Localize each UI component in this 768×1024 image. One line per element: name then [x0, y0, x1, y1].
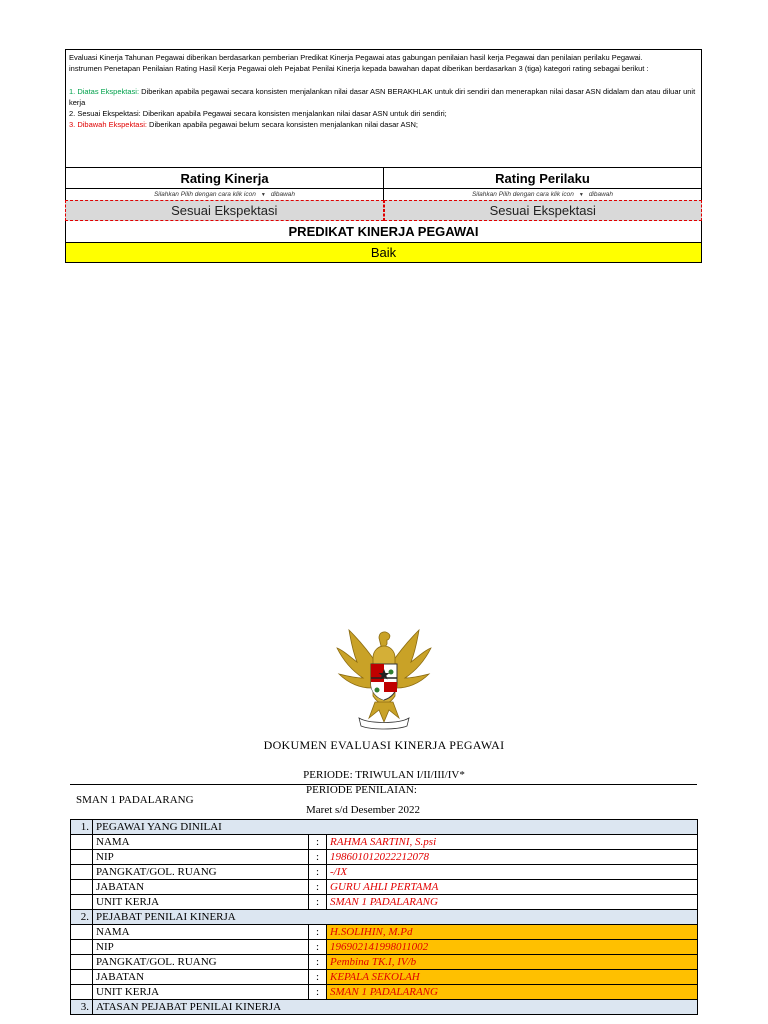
field-label: JABATAN — [93, 970, 309, 985]
dropdown-arrow-icon: ▼ — [578, 191, 584, 198]
rating-category-3-text: Diberikan apabila pegawai belum secara konsisten menjalankan nilai dasar ASN; — [146, 120, 418, 130]
table-row: JABATAN : KEPALA SEKOLAH — [71, 970, 698, 985]
table-row: UNIT KERJA : SMAN 1 PADALARANG — [71, 895, 698, 910]
section-title: PEGAWAI YANG DINILAI — [93, 820, 698, 835]
instruction-line-1: Evaluasi Kinerja Tahunan Pegawai diberikan berdasarkan pemberian Predikat Kinerja Pegawai atas gabungan penilaian hasil kerja Pegawai dan penilaian perilaku Pegawai. — [69, 53, 643, 62]
rating-selects — [65, 200, 702, 221]
table-row: PANGKAT/GOL. RUANG : Pembina TK.I, IV/b — [71, 955, 698, 970]
section-number: 2. — [71, 910, 93, 925]
rating-perilaku-title: Rating Perilaku — [384, 168, 702, 189]
table-row: UNIT KERJA : SMAN 1 PADALARANG — [71, 985, 698, 1000]
document-title: DOKUMEN EVALUASI KINERJA PEGAWAI — [263, 738, 505, 752]
table-row: JABATAN : GURU AHLI PERTAMA — [71, 880, 698, 895]
dropdown-arrow-icon: ▼ — [260, 191, 266, 198]
field-label: UNIT KERJA — [93, 895, 309, 910]
evaluation-sheet — [65, 49, 702, 263]
periode-penilaian-label: PERIODE PENILAIAN: — [306, 784, 417, 796]
field-value[interactable]: KEPALA SEKOLAH — [327, 970, 698, 985]
predikat-value: Baik — [65, 243, 702, 263]
periode-penilaian-range: Maret s/d Desember 2022 — [306, 804, 420, 816]
rating-category-1-text: Diberikan apabila pegawai secara konsisten menjalankan nilai dasar ASN BERAKHLAK untuk diri sendiri dan menerapkan nilai dasar ASN didalam dan atau diluar unit kerja — [69, 86, 696, 107]
evaluation-table — [70, 819, 698, 1015]
field-value[interactable]: SMAN 1 PADALARANG — [327, 895, 698, 910]
field-label: JABATAN — [93, 880, 309, 895]
section-title: PEJABAT PENILAI KINERJA — [93, 910, 698, 925]
field-value[interactable]: -/IX — [327, 865, 698, 880]
table-row: NAMA : H.SOLIHIN, M.Pd — [71, 925, 698, 940]
field-value[interactable]: GURU AHLI PERTAMA — [327, 880, 698, 895]
rating-category-1 — [69, 86, 698, 109]
field-label: NIP — [93, 850, 309, 865]
field-label: PANGKAT/GOL. RUANG — [93, 865, 309, 880]
field-label: PANGKAT/GOL. RUANG — [93, 955, 309, 970]
field-label: NAMA — [93, 925, 309, 940]
table-row: NAMA : RAHMA SARTINI, S.psi — [71, 835, 698, 850]
section-header — [71, 910, 698, 925]
rating-category-2: 2. Sesuai Ekspektasi: Diberikan apabila Pegawai secara konsisten menjalankan nilai dasar ASN untuk diri sendiri; — [69, 109, 447, 118]
predikat-title: PREDIKAT KINERJA PEGAWAI — [65, 221, 702, 243]
rating-perilaku-select[interactable]: Sesuai Ekspektasi — [384, 200, 703, 221]
rating-hints — [65, 189, 702, 200]
school-name: SMAN 1 PADALARANG — [76, 794, 194, 806]
garuda-pancasila-icon — [329, 622, 439, 732]
instruction-box — [65, 49, 702, 168]
table-row: NIP : 196902141998011002 — [71, 940, 698, 955]
rating-category-3 — [69, 119, 698, 130]
table-row: NIP : 198601012022212078 — [71, 850, 698, 865]
section-title: ATASAN PEJABAT PENILAI KINERJA — [93, 1000, 698, 1015]
section-number: 1. — [71, 820, 93, 835]
field-label: NAMA — [93, 835, 309, 850]
instruction-line-2: instrumen Penetapan Penilaian Rating Hasil Kerja Pegawai oleh Pejabat Penilai Kinerja kepada bawahan dapat diberikan berdasarkan 3 (tiga) kategori rating sebagai berikut : — [69, 64, 649, 74]
field-label: NIP — [93, 940, 309, 955]
field-label: UNIT KERJA — [93, 985, 309, 1000]
rating-kinerja-select[interactable]: Sesuai Ekspektasi — [65, 200, 384, 221]
rating-headers — [65, 168, 702, 189]
field-value[interactable]: Pembina TK.I, IV/b — [327, 955, 698, 970]
field-value[interactable]: SMAN 1 PADALARANG — [327, 985, 698, 1000]
field-value[interactable]: 198601012022212078 — [327, 850, 698, 865]
rating-category-3-label: 3. Dibawah Ekspektasi: — [69, 120, 147, 130]
table-row: PANGKAT/GOL. RUANG : -/IX — [71, 865, 698, 880]
rating-perilaku-hint: Silahkan Pilih dengan cara klik icon ▼ dibawah — [384, 189, 702, 200]
section-header — [71, 820, 698, 835]
field-value[interactable]: 196902141998011002 — [327, 940, 698, 955]
field-value[interactable]: RAHMA SARTINI, S.psi — [327, 835, 698, 850]
section-number: 3. — [71, 1000, 93, 1015]
periode-triwulan: PERIODE: TRIWULAN I/II/III/IV* — [303, 769, 465, 781]
rating-category-1-label: 1. Diatas Ekspektasi: — [69, 86, 140, 96]
rating-kinerja-title: Rating Kinerja — [65, 168, 384, 189]
rating-kinerja-hint: Silahkan Pilih dengan cara klik icon ▼ dibawah — [65, 189, 384, 200]
section-header — [71, 1000, 698, 1015]
field-value[interactable]: H.SOLIHIN, M.Pd — [327, 925, 698, 940]
